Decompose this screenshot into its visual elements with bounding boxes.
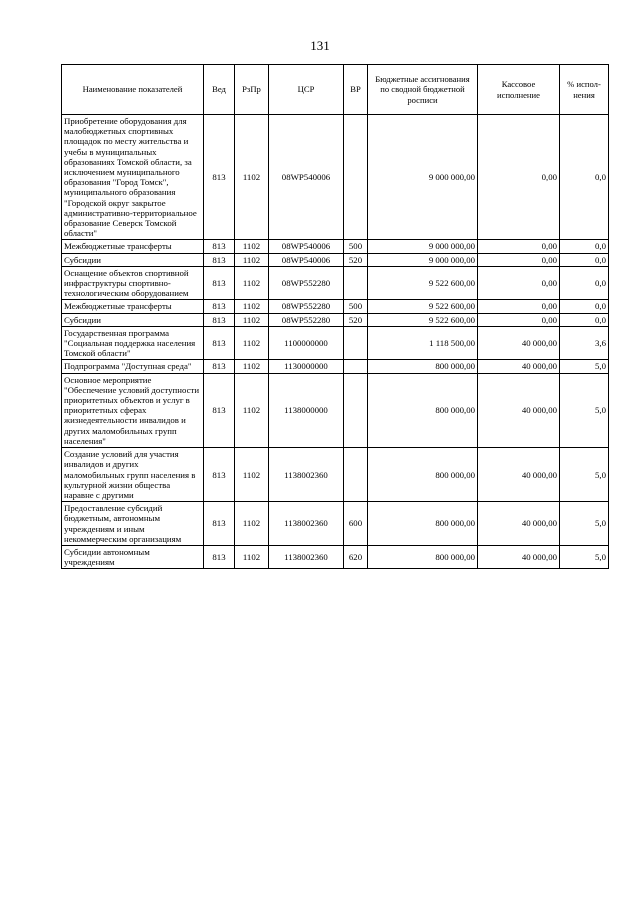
cell-vr — [344, 115, 368, 240]
cell-budget: 9 522 600,00 — [368, 313, 478, 326]
cell-vr — [344, 360, 368, 373]
table-row — [62, 115, 609, 240]
table-row — [62, 313, 609, 326]
header-name: Наименование показателей — [62, 65, 204, 115]
cell-pct: 0,0 — [560, 266, 609, 300]
cell-budget: 800 000,00 — [368, 502, 478, 546]
cell-ved: 813 — [204, 253, 235, 266]
cell-vr — [344, 448, 368, 502]
cell-ved: 813 — [204, 240, 235, 253]
cell-budget: 9 522 600,00 — [368, 266, 478, 300]
cell-rzpr: 1102 — [235, 326, 269, 360]
cell-kassa: 40 000,00 — [478, 502, 560, 546]
table-row — [62, 326, 609, 360]
cell-csr: 1138002360 — [269, 545, 344, 568]
cell-pct: 5,0 — [560, 360, 609, 373]
header-kassa: Кассовое исполнение — [478, 65, 560, 115]
cell-csr: 1138002360 — [269, 448, 344, 502]
cell-ved: 813 — [204, 373, 235, 447]
table-row — [62, 502, 609, 546]
cell-budget: 800 000,00 — [368, 545, 478, 568]
table-row — [62, 253, 609, 266]
cell-kassa: 40 000,00 — [478, 373, 560, 447]
cell-pct: 0,0 — [560, 300, 609, 313]
cell-ved: 813 — [204, 300, 235, 313]
cell-budget: 9 000 000,00 — [368, 240, 478, 253]
cell-vr: 520 — [344, 253, 368, 266]
cell-ved: 813 — [204, 448, 235, 502]
table-row — [62, 300, 609, 313]
header-budget: Бюджетные ассигнования по сводной бюджетной росписи — [368, 65, 478, 115]
cell-name: Создание условий для участия инвалидов и других маломобильных групп населения в культурной жизни общества наравне с другими — [62, 448, 204, 502]
cell-rzpr: 1102 — [235, 545, 269, 568]
cell-name: Предоставление субсидий бюджетным, автономным учреждениям и иным некоммерческим организациям — [62, 502, 204, 546]
page-number: 131 — [310, 38, 330, 53]
table-row — [62, 545, 609, 568]
cell-ved: 813 — [204, 266, 235, 300]
cell-name: Межбюджетные трансферты — [62, 240, 204, 253]
cell-name: Подпрограмма "Доступная среда" — [62, 360, 204, 373]
cell-pct: 0,0 — [560, 115, 609, 240]
cell-csr: 1130000000 — [269, 360, 344, 373]
cell-csr: 08WP540006 — [269, 253, 344, 266]
cell-pct: 5,0 — [560, 545, 609, 568]
cell-vr: 520 — [344, 313, 368, 326]
cell-vr: 600 — [344, 502, 368, 546]
cell-kassa: 0,00 — [478, 240, 560, 253]
cell-kassa: 0,00 — [478, 313, 560, 326]
table-row — [62, 360, 609, 373]
table-row — [62, 240, 609, 253]
cell-ved: 813 — [204, 360, 235, 373]
cell-budget: 1 118 500,00 — [368, 326, 478, 360]
cell-name: Межбюджетные трансферты — [62, 300, 204, 313]
cell-kassa: 0,00 — [478, 266, 560, 300]
cell-csr: 1100000000 — [269, 326, 344, 360]
cell-vr — [344, 266, 368, 300]
cell-ved: 813 — [204, 502, 235, 546]
cell-ved: 813 — [204, 313, 235, 326]
budget-table — [61, 64, 609, 569]
cell-csr: 08WP552280 — [269, 266, 344, 300]
cell-vr — [344, 373, 368, 447]
cell-pct: 5,0 — [560, 373, 609, 447]
cell-csr: 1138002360 — [269, 502, 344, 546]
cell-vr: 620 — [344, 545, 368, 568]
cell-name: Оснащение объектов спортивной инфраструктуры спортивно-технологическим оборудованием — [62, 266, 204, 300]
cell-kassa: 40 000,00 — [478, 545, 560, 568]
cell-rzpr: 1102 — [235, 240, 269, 253]
cell-budget: 9 000 000,00 — [368, 253, 478, 266]
cell-rzpr: 1102 — [235, 266, 269, 300]
cell-kassa: 40 000,00 — [478, 360, 560, 373]
cell-name: Субсидии автономным учреждениям — [62, 545, 204, 568]
cell-name: Основное мероприятие "Обеспечение условий доступности приоритетных объектов и услуг в приоритетных сферах жизнедеятельности инвалидов и других маломобильных групп населения" — [62, 373, 204, 447]
cell-ved: 813 — [204, 115, 235, 240]
cell-csr: 08WP540006 — [269, 240, 344, 253]
cell-name: Субсидии — [62, 313, 204, 326]
header-csr: ЦСР — [269, 65, 344, 115]
cell-vr: 500 — [344, 300, 368, 313]
cell-rzpr: 1102 — [235, 253, 269, 266]
cell-rzpr: 1102 — [235, 373, 269, 447]
cell-name: Субсидии — [62, 253, 204, 266]
cell-ved: 813 — [204, 545, 235, 568]
header-pct: % испол-нения — [560, 65, 609, 115]
cell-kassa: 0,00 — [478, 300, 560, 313]
cell-vr: 500 — [344, 240, 368, 253]
cell-csr: 08WP552280 — [269, 300, 344, 313]
header-vr: ВР — [344, 65, 368, 115]
cell-kassa: 40 000,00 — [478, 326, 560, 360]
cell-budget: 800 000,00 — [368, 373, 478, 447]
table-body — [62, 115, 609, 569]
header-rzpr: РзПр — [235, 65, 269, 115]
header-ved: Вед — [204, 65, 235, 115]
table-row — [62, 266, 609, 300]
cell-rzpr: 1102 — [235, 360, 269, 373]
cell-budget: 800 000,00 — [368, 448, 478, 502]
cell-pct: 0,0 — [560, 253, 609, 266]
cell-pct: 5,0 — [560, 502, 609, 546]
cell-rzpr: 1102 — [235, 502, 269, 546]
cell-kassa: 0,00 — [478, 115, 560, 240]
cell-ved: 813 — [204, 326, 235, 360]
cell-pct: 0,0 — [560, 313, 609, 326]
cell-csr: 1138000000 — [269, 373, 344, 447]
cell-kassa: 0,00 — [478, 253, 560, 266]
cell-budget: 9 522 600,00 — [368, 300, 478, 313]
cell-kassa: 40 000,00 — [478, 448, 560, 502]
cell-budget: 9 000 000,00 — [368, 115, 478, 240]
cell-pct: 3,6 — [560, 326, 609, 360]
cell-name: Приобретение оборудования для малобюджетных спортивных площадок по месту жительства и учебы в муниципальных образованиях Томской области, за исключением муниципального образования "Город Томск", муниципального образования "Городской округ закрытое административно-территориальное образование Северск Томской области" — [62, 115, 204, 240]
table-header-row — [62, 65, 609, 115]
cell-rzpr: 1102 — [235, 115, 269, 240]
table-row — [62, 448, 609, 502]
cell-pct: 5,0 — [560, 448, 609, 502]
cell-rzpr: 1102 — [235, 300, 269, 313]
cell-csr: 08WP540006 — [269, 115, 344, 240]
cell-pct: 0,0 — [560, 240, 609, 253]
table-row — [62, 373, 609, 447]
cell-rzpr: 1102 — [235, 313, 269, 326]
cell-rzpr: 1102 — [235, 448, 269, 502]
cell-vr — [344, 326, 368, 360]
cell-name: Государственная программа "Социальная поддержка населения Томской области" — [62, 326, 204, 360]
cell-csr: 08WP552280 — [269, 313, 344, 326]
cell-budget: 800 000,00 — [368, 360, 478, 373]
